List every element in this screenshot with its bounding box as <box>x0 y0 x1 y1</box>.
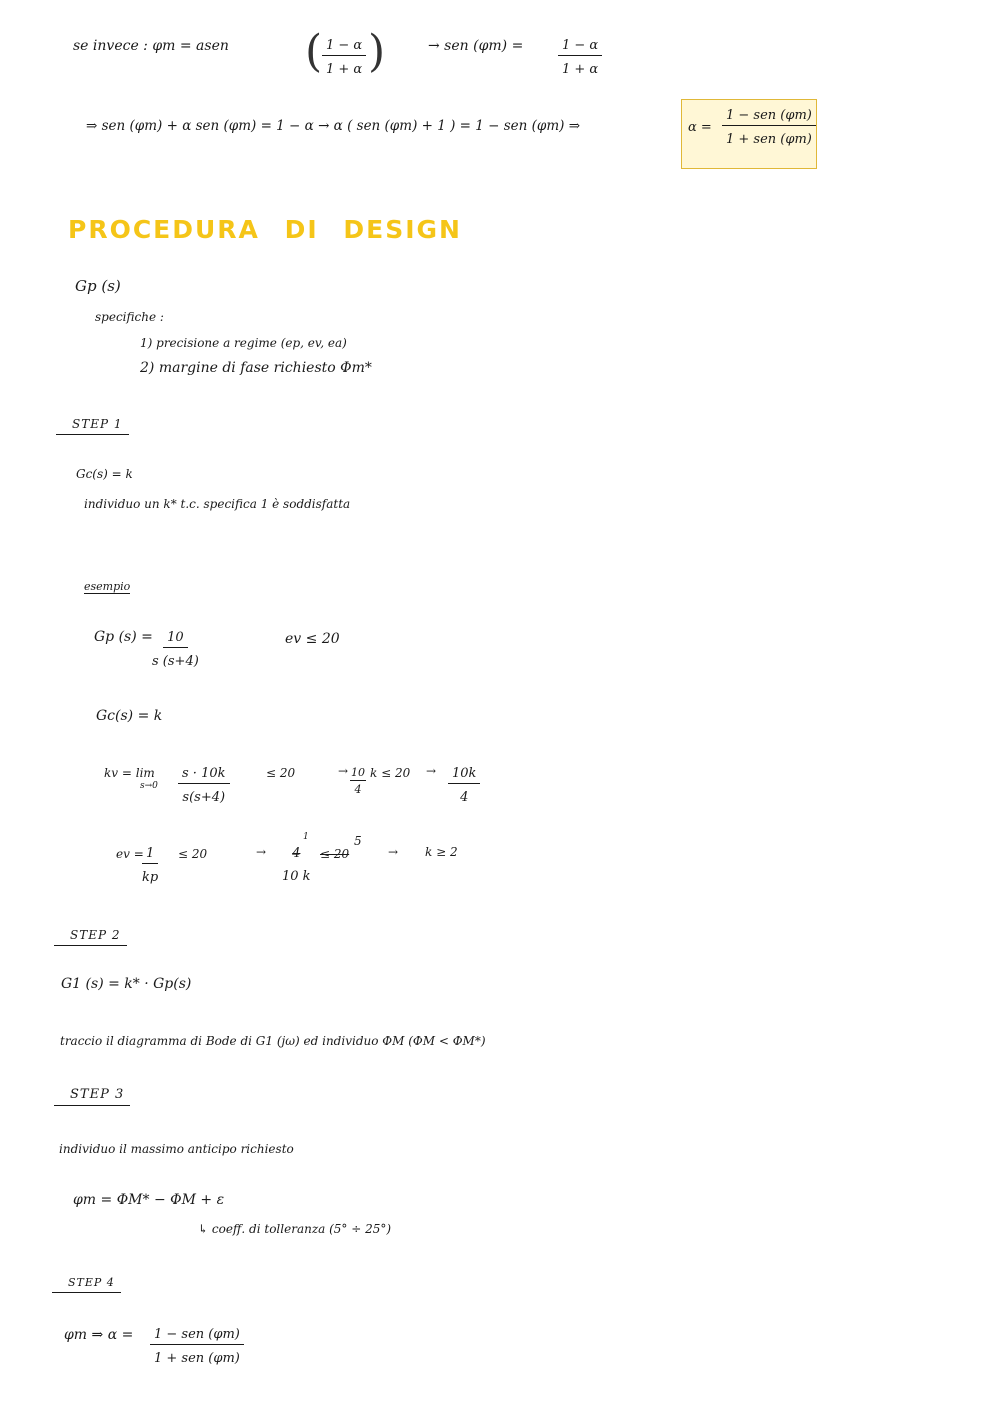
example-ev-spec: ev ≤ 20 <box>285 631 340 647</box>
fraction-denominator: 10 k <box>282 869 311 884</box>
ev-lhs: ev = <box>116 847 144 861</box>
fraction-numerator: 10 <box>351 766 365 779</box>
ev-le: ≤ 20 <box>178 847 208 861</box>
ev-result: k ≥ 2 <box>425 845 458 859</box>
example-gc: Gc(s) = k <box>96 708 163 724</box>
intro-line1-prefix: se invece : φm = asen <box>73 38 229 54</box>
ev-mid-le: ≤ 20 <box>320 847 350 861</box>
kv-le: ≤ 20 <box>266 766 296 780</box>
intro-fraction-2 <box>558 38 602 77</box>
fraction-numerator: 4 <box>292 846 301 861</box>
kv-mid-fraction <box>350 766 366 796</box>
kv-mid-rest: k ≤ 20 <box>370 766 411 780</box>
section-title: PROCEDURA DI DESIGN <box>68 215 462 244</box>
ev-arrow-2: → <box>388 845 399 859</box>
spec-item-2: 2) margine di fase richiesto Φm* <box>140 360 372 376</box>
fraction-denominator: s (s+4) <box>152 654 199 669</box>
ev-fraction <box>142 846 158 885</box>
fraction-numerator: s · 10k <box>178 766 230 784</box>
fraction-numerator: 1 <box>142 846 158 864</box>
fraction-numerator: 1 − sen (φm) <box>150 1327 244 1345</box>
intro-line2: ⇒ sen (φm) + α sen (φm) = 1 − α → α ( sen (φm) + 1 ) = 1 − sen (φm) ⇒ <box>86 118 581 134</box>
step1-gc: Gc(s) = k <box>76 467 133 481</box>
kv-lim-sub: s→0 <box>140 781 158 791</box>
fraction-denominator: 1 + sen (φm) <box>726 132 812 147</box>
step4-lhs: φm ⇒ α = <box>64 1327 134 1343</box>
step3-text: individuo il massimo anticipo richiesto <box>59 1142 294 1156</box>
spec-item-1: 1) precisione a regime (ep, ev, ea) <box>140 336 347 350</box>
intro-fraction-1 <box>322 38 366 77</box>
kv-result-fraction <box>448 766 480 805</box>
step4-fraction <box>150 1327 244 1366</box>
fraction-numerator: 1 − α <box>558 38 602 56</box>
step3-note: ↳ coeff. di tolleranza (5° ÷ 25°) <box>198 1222 392 1236</box>
result-highlight-box <box>681 99 817 169</box>
ev-mid-sup: 5 <box>354 834 362 848</box>
example-gp-fraction <box>152 630 199 669</box>
ev-mid-fraction <box>282 846 311 884</box>
example-gp-lhs: Gp (s) = <box>94 629 153 645</box>
step1-label: STEP 1 <box>56 417 129 435</box>
ev-mid-top: 1 <box>303 832 309 842</box>
kv-fraction <box>178 766 230 805</box>
kv-lhs: kv = lim <box>104 766 155 780</box>
fraction-numerator: 1 − sen (φm) <box>722 108 816 126</box>
intro-line1-arrow: → sen (φm) = <box>428 38 524 54</box>
spec-heading: specifiche : <box>95 310 164 324</box>
ev-arrow-1: → <box>256 845 267 859</box>
step3-formula: φm = ΦM* − ΦM + ε <box>73 1192 225 1208</box>
fraction-numerator: 10 <box>163 630 188 648</box>
fraction-denominator: 1 + α <box>562 62 599 77</box>
step2-g1: G1 (s) = k* · Gp(s) <box>61 976 192 992</box>
fraction-numerator: 1 − α <box>322 38 366 56</box>
step3-label: STEP 3 <box>54 1087 130 1106</box>
fraction-denominator: s(s+4) <box>182 790 226 805</box>
left-paren: ( <box>305 26 323 77</box>
fraction-numerator: 10k <box>448 766 480 784</box>
step2-text: traccio il diagramma di Bode di G1 (jω) ed individuo ΦM (ΦM < ΦM*) <box>60 1034 486 1048</box>
fraction-denominator: 1 + α <box>326 62 363 77</box>
box-lhs: α = <box>688 120 712 135</box>
gp-label: Gp (s) <box>75 277 121 295</box>
step2-label: STEP 2 <box>54 928 127 946</box>
right-paren: ) <box>368 26 386 77</box>
kv-arrow-1: → <box>338 764 349 778</box>
example-label: esempio <box>84 580 131 593</box>
fraction-denominator: 1 + sen (φm) <box>154 1351 240 1366</box>
fraction-denominator: 4 <box>460 790 469 805</box>
fraction-denominator: kp <box>142 870 159 885</box>
step4-label: STEP 4 <box>52 1276 121 1293</box>
fraction-denominator: 4 <box>354 783 362 796</box>
step1-text: individuo un k* t.c. specifica 1 è soddisfatta <box>84 497 351 511</box>
kv-arrow-2: → <box>426 764 437 778</box>
box-fraction <box>722 108 816 147</box>
